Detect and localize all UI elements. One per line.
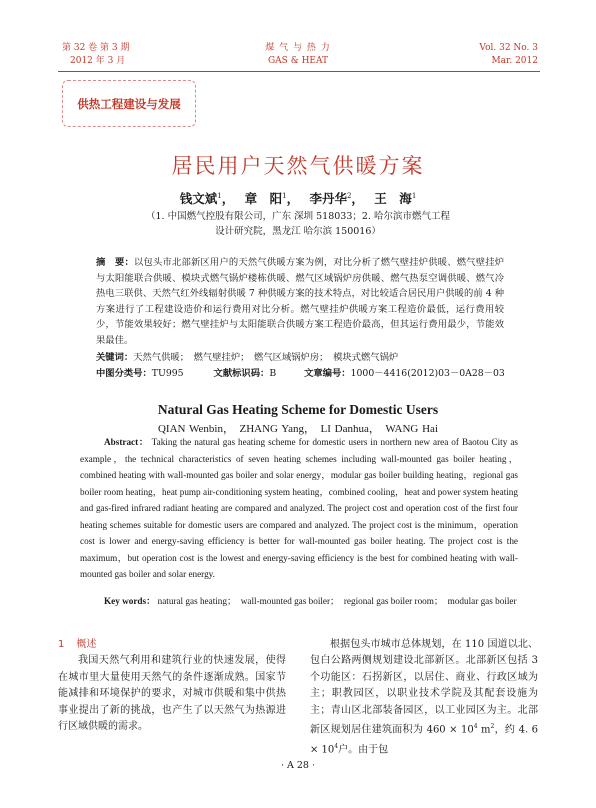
author: 王 海$^1$: [374, 191, 417, 206]
doc-code-label: 文献标识码：: [213, 368, 270, 379]
author: 钱文斌$^1$，: [179, 191, 235, 206]
article-title-cn: 居民用户天然气供暖方案: [171, 154, 425, 178]
body-paragraph: 我国天然气利用和建筑行业的快速发展，使得在城市里大量使用天然气的条件逐渐成熟。国家节能减排和环境保护的要求，对城市供暖和集中供热事业提出了新的挑战，也产生了以天然气为热源进行区域供暖的需求。: [58, 655, 286, 733]
article-title-en: Natural Gas Heating Scheme for Domestic Users: [157, 402, 439, 417]
affiliation-line-1: （1. 中国燃气控股有限公司，广东 深圳 518033；2. 哈尔滨市燃气工程: [146, 211, 450, 222]
body-paragraph: 根据包头市城市总体规划，在 110 国道以北、包白公路两侧规划建设北部新区。北部新区包括 3 个功能区：石拐新区，以居住、商业、行政区域为主；职教园区，以职业技术学院及其配套设施为主；青山区北部装备园区，以工业园区为主。北部新区规划居住建筑面积为 $460 \times 10^4$ $m^2$，约 4. $6 \times 10^4$户。由于包: [310, 639, 538, 756]
header-divider: [58, 71, 540, 72]
issue-date-cn: 2012 年 3 月: [70, 56, 126, 66]
section-category-label: [62, 80, 196, 127]
abstract-cn-text: 以包头市北部新区用户的天然气供暖方案为例，对比分析了燃气壁挂炉供暖、燃气壁挂炉与太阳能联合供暖、模块式燃气锅炉楼栋供暖、燃气区域锅炉房供暖、燃气热泵空调供暖、燃气冷热电三联供、天然气红外线辐射供暖 7 种供暖方案的技术特点，对比较适合居民用户供暖的前 4 种方案进行了工程建设造价和运行费用对比分析。燃气壁挂炉供暖方案工程造价最低，运行费用较少，节能效果较好；燃气壁挂炉与太阳能联合供暖方案工程造价最高，但其运行费用最少，节能效果最佳。: [96, 257, 504, 346]
keywords-en-label: Key words：: [104, 596, 156, 606]
keywords-cn-label: 关键词：: [96, 352, 134, 363]
clc-label: 中图分类号：: [96, 368, 152, 379]
keywords-cn: [96, 351, 516, 365]
article-number-value: 1000－4416(2012)03－0A28－03: [350, 368, 505, 379]
section-heading: [58, 637, 286, 653]
keywords-en-text: natural gas heating； wall-mounted gas boiler； regional gas boiler room； modular gas boiler: [157, 596, 517, 606]
abstract-en: [80, 434, 518, 583]
abstract-cn: [96, 255, 504, 349]
issue-date-en: Mar. 2012: [491, 56, 538, 66]
doc-code-value: B: [269, 368, 277, 379]
classification-line: [96, 367, 516, 381]
author: 章 阳$^1$，: [244, 191, 300, 206]
keywords-cn-text: 天然气供暖； 燃气壁挂炉； 燃气区域锅炉房； 模块式燃气锅炉: [133, 352, 399, 363]
clc-value: TU995: [151, 368, 184, 379]
abstract-en-text: Taking the natural gas heating scheme for domestic users in northern new area of Baotou City as example，the technical characteristics of seven heating schemes including wall-mounted gas boiler heating，combined heating with wall-mounted gas boiler and solar energy，modular gas boiler building heating，regional gas boiler room heating，heat pump air-conditioning system heating，combined cooling，heat and power system heating and gas-fired infrared radiant heating are compared and analyzed. The project cost and operation cost of the first four heating schemes suitable for domestic users are compared and analyzed. The project cost is the minimum，operation cost is lower and energy-saving efficiency is better for wall-mounted gas boiler heating. The project cost is the maximum，but operation cost is the lowest and energy-saving efficiency is the best for combined heating with wall-mounted gas boiler and solar energy.: [80, 437, 518, 579]
section-title: 概述: [76, 639, 97, 650]
author-list-en: QIAN Wenbin， ZHANG Yang， LI Danhua， WANG Hai: [157, 423, 438, 435]
affiliation-line-2: 设计研究院，黑龙江 哈尔滨 150016）: [215, 226, 381, 237]
body-column-right: [310, 637, 538, 759]
volume-issue: 第 32 卷 第 3 期: [62, 43, 130, 53]
author-list-cn: [0, 189, 596, 207]
journal-name-en: GAS & HEAT: [267, 56, 329, 66]
body-column-left: [58, 637, 286, 735]
abstract-en-label: Abstract：: [104, 437, 149, 447]
page-number: · A 28 ·: [280, 760, 316, 771]
article-number-label: 文章编号：: [304, 368, 351, 379]
abstract-cn-label: 摘 要：: [96, 257, 134, 268]
section-number: 1: [58, 639, 65, 650]
author: 李丹华$^2$，: [309, 191, 364, 206]
volume-issue-en: Vol. 32 No. 3: [479, 43, 538, 53]
journal-name-cn: 煤 气 与 热 力: [265, 43, 331, 53]
keywords-en: [80, 593, 518, 609]
journal-volume-en: [479, 42, 538, 68]
section-category-text: 供热工程建设与发展: [77, 96, 181, 111]
